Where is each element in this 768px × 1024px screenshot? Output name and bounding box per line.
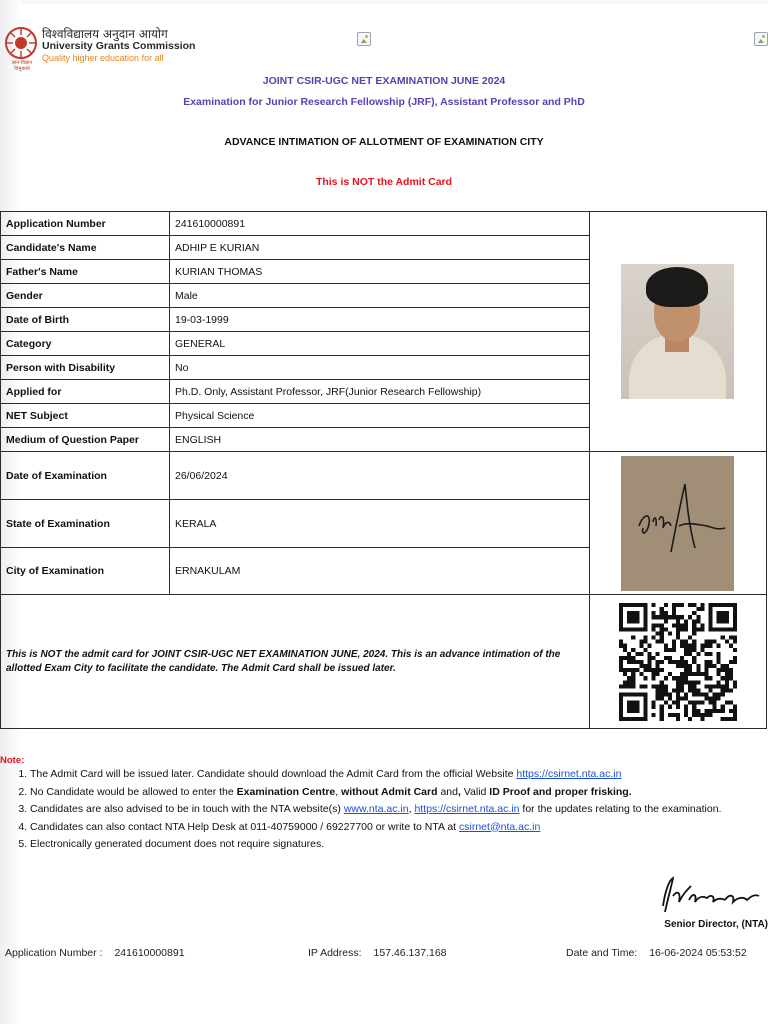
qr-cell: [589, 595, 766, 729]
field-value: Physical Science: [169, 404, 589, 428]
footer-value: 16-06-2024 05:53:52: [649, 947, 747, 959]
field-value: Male: [169, 284, 589, 308]
candidate-photo: [621, 264, 734, 399]
note-text: ,: [335, 785, 342, 798]
csirnet-link[interactable]: https://csirnet.nta.ac.in: [516, 768, 622, 780]
note-bold-text: ,: [457, 785, 461, 798]
exam-subtitle: Examination for Junior Research Fellowship (JRF), Assistant Professor and PhD: [183, 96, 585, 108]
note-text: ,: [408, 803, 415, 815]
logo-english-text: University Grants Commission: [42, 40, 196, 52]
note-text: Electronically generated document does not require signatures.: [30, 838, 325, 850]
ugc-emblem-icon: [4, 26, 38, 60]
note-bold-text: ID Proof and proper frisking.: [489, 785, 632, 798]
note-text: No Candidate would be allowed to enter the: [30, 785, 237, 798]
field-label: Candidate's Name: [1, 236, 170, 260]
exam-title: JOINT CSIR-UGC NET EXAMINATION JUNE 2024: [262, 75, 506, 87]
field-value: ENGLISH: [169, 428, 589, 452]
field-label: Gender: [1, 284, 170, 308]
footer-application-number: [5, 947, 185, 959]
note-list: [0, 766, 768, 854]
field-label: Date of Examination: [1, 452, 170, 500]
field-label: NET Subject: [1, 404, 170, 428]
note-text: for the updates relating to the examination.: [519, 803, 722, 815]
disclaimer-text: This is NOT the admit card for JOINT CSIR-UGC NET EXAMINATION JUNE, 2024. This is an advance intimation of the allotted Exam City to facilitate the candidate. The Admit Card shall be issued later.: [1, 595, 590, 729]
csirnet-link[interactable]: https://csirnet.nta.ac.in: [414, 803, 520, 815]
candidate-signature: [621, 456, 734, 591]
field-value: Ph.D. Only, Assistant Professor, JRF(Junior Research Fellowship): [169, 380, 589, 404]
field-value: KERALA: [169, 500, 589, 548]
top-strip: [0, 0, 768, 4]
note-bold-text: without Admit Card: [341, 785, 438, 798]
footer-label: Application Number :: [5, 947, 103, 959]
field-value: 241610000891: [169, 212, 589, 236]
field-label: Category: [1, 332, 170, 356]
note-text: Candidates are also advised to be in touch with the NTA website(s): [30, 803, 344, 815]
note-item: [30, 784, 768, 802]
signatory-title: Senior Director, (NTA): [664, 919, 768, 930]
footer-date-time: [566, 947, 747, 959]
field-value: ERNAKULAM: [169, 548, 589, 595]
field-label: Application Number: [1, 212, 170, 236]
table-row: [1, 212, 767, 236]
note-item: [30, 836, 768, 854]
footer-ip-address: [308, 947, 447, 959]
field-value: KURIAN THOMAS: [169, 260, 589, 284]
candidate-details-table: [0, 211, 767, 729]
note-bold-text: Examination Centre: [236, 785, 336, 798]
footer-value: 157.46.137.168: [373, 947, 447, 959]
note-item: [30, 819, 768, 837]
document-title: ADVANCE INTIMATION OF ALLOTMENT OF EXAMINATION CITY: [224, 136, 544, 148]
note-text: and: [437, 785, 458, 798]
email-link[interactable]: csirnet@nta.ac.in: [459, 820, 541, 833]
ugc-logo: [4, 24, 196, 72]
not-admit-card-warning: This is NOT the Admit Card: [315, 176, 453, 188]
field-value: No: [169, 356, 589, 380]
emblem-caption: ज्ञान-विज्ञान विमुक्तये: [11, 60, 33, 72]
field-label: Date of Birth: [1, 308, 170, 332]
note-item: [30, 801, 768, 819]
field-label: Person with Disability: [1, 356, 170, 380]
broken-image-icon: [754, 32, 768, 46]
logo-tagline: Quality higher education for all: [42, 53, 164, 63]
note-text: Valid: [460, 785, 490, 798]
photo-cell: [589, 212, 766, 452]
nta-website-link[interactable]: www.nta.ac.in: [343, 803, 409, 815]
field-label: Medium of Question Paper: [1, 428, 170, 452]
field-value: GENERAL: [169, 332, 589, 356]
director-signature: [655, 872, 765, 918]
field-label: City of Examination: [1, 548, 170, 595]
footer-label: IP Address:: [308, 947, 362, 959]
broken-image-icon: [357, 32, 371, 46]
field-label: State of Examination: [1, 500, 170, 548]
field-value: 26/06/2024: [169, 452, 589, 500]
logo-hindi-text: विश्वविद्यालय अनुदान आयोग: [42, 27, 168, 41]
note-item: [30, 766, 768, 784]
footer-label: Date and Time:: [566, 947, 638, 959]
signature-cell: [589, 452, 766, 595]
field-value: ADHIP E KURIAN: [169, 236, 589, 260]
field-value: 19-03-1999: [169, 308, 589, 332]
field-label: Applied for: [1, 380, 170, 404]
field-label: Father's Name: [1, 260, 170, 284]
note-heading: Note:: [0, 755, 25, 766]
qr-code: [619, 603, 737, 721]
footer-value: 241610000891: [114, 947, 185, 959]
note-text: The Admit Card will be issued later. Candidate should download the Admit Card from the official Website: [30, 768, 517, 780]
table-row: [1, 595, 767, 729]
table-row: [1, 452, 767, 500]
note-text: Candidates can also contact NTA Help Desk at 011-40759000 / 69227700 or write to NTA at: [30, 820, 460, 833]
